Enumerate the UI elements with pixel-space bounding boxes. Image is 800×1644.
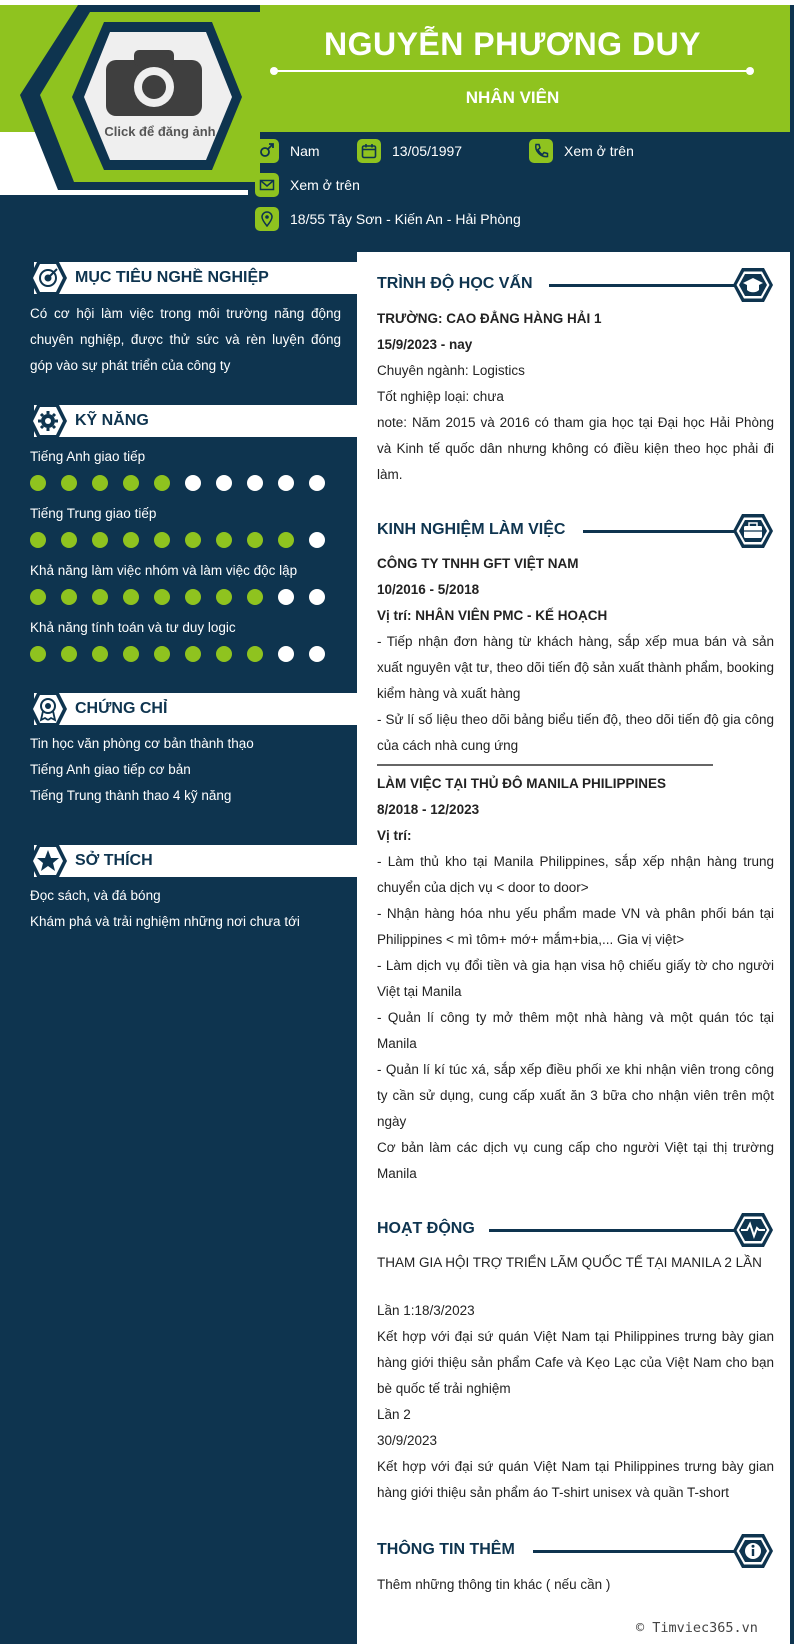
gender-icon bbox=[255, 139, 279, 163]
more-info-text: Thêm những thông tin khác ( nếu cần ) bbox=[377, 1577, 611, 1592]
objective-text: Có cơ hội làm việc trong môi trường năng động chuyên nghiệp, được thử sức và rèn luyện đóng góp vào sự phát triển của công ty bbox=[30, 306, 341, 373]
activity-line: Kết hợp với đại sứ quán Việt Nam tại Philippines trưng bày gian hàng giới thiệu sản phẩm Cafe và Kẹo Lạc của Việt Nam cho bạn bè quốc tế trải nghiệm bbox=[377, 1329, 774, 1396]
job-detail: - Quản lí kí túc xá, sắp xếp điều phối xe khi nhận viên trong công ty cần sử dụng, cung cấp xuất ăn 3 bữa cho nhận viên trên một ngày bbox=[377, 1062, 774, 1129]
phone-item bbox=[529, 139, 634, 163]
skill-dot-filled bbox=[92, 532, 108, 548]
info-icon bbox=[732, 1533, 774, 1569]
skill-dot-filled bbox=[123, 475, 139, 491]
job-detail: - Nhận hàng hóa nhu yếu phẩm made VN và phân phối bán tại Philippines < mì tôm+ mớ+ mắm+bia,... Gia vị việt> bbox=[377, 906, 774, 947]
skill-dot-empty bbox=[278, 589, 294, 605]
job-divider bbox=[377, 764, 713, 766]
skill-dot-filled bbox=[30, 475, 46, 491]
skill-dot-filled bbox=[216, 589, 232, 605]
skill-rating bbox=[30, 475, 325, 491]
education-grade: Tốt nghiệp loại: chưa bbox=[377, 389, 504, 404]
skills-title: KỸ NĂNG bbox=[75, 412, 149, 429]
skill-dot-filled bbox=[30, 646, 46, 662]
objective-title: MỤC TIÊU NGHỀ NGHIỆP bbox=[75, 269, 269, 286]
birthdate-item bbox=[357, 139, 462, 163]
skill-dot-empty bbox=[309, 646, 325, 662]
experience-title: KINH NGHIỆM LÀM VIỆC bbox=[377, 521, 566, 538]
job-role: Vị trí: bbox=[377, 828, 412, 843]
gender-item bbox=[255, 139, 320, 163]
skill-dot-filled bbox=[216, 646, 232, 662]
avatar-caption: Click để đăng ảnh bbox=[104, 124, 216, 139]
skill-label: Tiếng Trung giao tiếp bbox=[30, 506, 157, 521]
skill-rating bbox=[30, 532, 325, 548]
skill-dot-empty bbox=[309, 475, 325, 491]
award-icon bbox=[28, 689, 68, 729]
skill-dot-filled bbox=[154, 475, 170, 491]
email-item bbox=[255, 173, 360, 197]
skill-dot-filled bbox=[123, 532, 139, 548]
right-edge bbox=[790, 5, 794, 1644]
job-company: LÀM VIỆC TẠI THỦ ĐÔ MANILA PHILIPPINES bbox=[377, 776, 667, 791]
skill-dot-filled bbox=[154, 532, 170, 548]
skill-dot-filled bbox=[61, 475, 77, 491]
activity-line: THAM GIA HỘI TRỢ TRIỂN LÃM QUỐC TẾ TẠI MANILA 2 LẦN bbox=[377, 1255, 762, 1270]
gender-value: Nam bbox=[290, 143, 320, 159]
job-period: 8/2018 - 12/2023 bbox=[377, 802, 480, 817]
activities-body bbox=[377, 1250, 774, 1506]
skill-dot-empty bbox=[216, 475, 232, 491]
education-body bbox=[377, 306, 774, 488]
graduation-cap-icon bbox=[732, 267, 774, 303]
phone-icon bbox=[529, 139, 553, 163]
education-title: TRÌNH ĐỘ HỌC VẤN bbox=[377, 275, 533, 292]
job-detail: Cơ bản làm các dịch vụ cung cấp cho người Việt tại thị trường Manila bbox=[377, 1140, 774, 1181]
skill-dot-filled bbox=[247, 532, 263, 548]
skill-dot-filled bbox=[61, 589, 77, 605]
skill-rating bbox=[30, 646, 325, 662]
activity-line bbox=[377, 1276, 774, 1298]
skill-dot-filled bbox=[154, 646, 170, 662]
job-2 bbox=[377, 771, 774, 1187]
target-icon bbox=[28, 258, 68, 298]
avatar-upload-button[interactable] bbox=[86, 42, 232, 152]
skill-dot-filled bbox=[92, 646, 108, 662]
skill-dot-empty bbox=[247, 475, 263, 491]
address-item bbox=[255, 207, 521, 231]
job-1 bbox=[377, 551, 774, 759]
skill-dot-empty bbox=[309, 589, 325, 605]
skill-label: Khả năng làm việc nhóm và làm việc độc lập bbox=[30, 563, 298, 578]
skill-dot-filled bbox=[92, 589, 108, 605]
activities-title-line bbox=[489, 1229, 739, 1232]
skill-dot-filled bbox=[123, 646, 139, 662]
skill-dot-filled bbox=[216, 532, 232, 548]
job-detail: - Làm dịch vụ đổi tiền và gia hạn visa hộ chiếu giấy tờ cho người Việt tại Manila bbox=[377, 958, 774, 999]
certificate-item: Tin học văn phòng cơ bản thành thạo bbox=[30, 736, 254, 751]
candidate-position: NHÂN VIÊN bbox=[465, 88, 560, 107]
calendar-icon bbox=[357, 139, 381, 163]
skill-rating bbox=[30, 589, 325, 605]
birthdate-value: 13/05/1997 bbox=[392, 143, 463, 159]
education-period: 15/9/2023 - nay bbox=[377, 337, 473, 352]
skill-dot-filled bbox=[154, 589, 170, 605]
activity-line: Lần 1:18/3/2023 bbox=[377, 1303, 475, 1318]
more-info-title: THÔNG TIN THÊM bbox=[377, 1541, 515, 1558]
mail-icon bbox=[255, 173, 279, 197]
skill-dot-filled bbox=[247, 646, 263, 662]
certificates-title: CHỨNG CHỈ bbox=[75, 700, 168, 717]
job-company: CÔNG TY TNHH GFT VIỆT NAM bbox=[377, 556, 579, 571]
footer-credit: © Timviec365.vn bbox=[636, 1620, 758, 1636]
certificate-item: Tiếng Anh giao tiếp cơ bản bbox=[30, 762, 191, 777]
certificate-item: Tiếng Trung thành thao 4 kỹ năng bbox=[30, 788, 232, 803]
skill-dot-filled bbox=[247, 589, 263, 605]
activity-line: Lần 2 bbox=[377, 1407, 411, 1422]
skill-dot-filled bbox=[61, 646, 77, 662]
briefcase-icon bbox=[732, 513, 774, 549]
skill-dot-filled bbox=[123, 589, 139, 605]
camera-icon bbox=[104, 46, 204, 120]
job-role: Vị trí: NHÂN VIÊN PMC - KẾ HOẠCH bbox=[377, 608, 608, 623]
skill-dot-empty bbox=[278, 475, 294, 491]
skill-dot-filled bbox=[185, 532, 201, 548]
hobby-item: Đọc sách, và đá bóng bbox=[30, 888, 161, 903]
skill-label: Tiếng Anh giao tiếp bbox=[30, 449, 146, 464]
star-icon bbox=[28, 841, 68, 881]
skill-dot-filled bbox=[30, 532, 46, 548]
location-icon bbox=[255, 207, 279, 231]
address-value: 18/55 Tây Sơn - Kiến An - Hải Phòng bbox=[290, 211, 521, 227]
pulse-icon bbox=[732, 1212, 774, 1248]
skill-dot-empty bbox=[278, 646, 294, 662]
activity-line: Kết hợp với đại sứ quán Việt Nam tại Philippines trưng bày gian hàng giới thiệu sản phẩm áo T-shirt unisex và quần T-short bbox=[377, 1459, 774, 1500]
skill-dot-filled bbox=[185, 589, 201, 605]
name-underline bbox=[272, 70, 752, 72]
job-detail: - Tiếp nhận đơn hàng từ khách hàng, sắp xếp mua bán và sản xuất nguyên vật tư, theo dõi tiến độ sản xuất thành phẩm, booking kiểm hàng và xuất hàng bbox=[377, 634, 774, 701]
hobbies-title: SỞ THÍCH bbox=[75, 852, 153, 869]
skill-label: Khả năng tính toán và tư duy logic bbox=[30, 620, 236, 635]
gear-icon bbox=[28, 401, 68, 441]
phone-value: Xem ở trên bbox=[564, 143, 634, 159]
skill-dot-filled bbox=[92, 475, 108, 491]
skill-dot-empty bbox=[185, 475, 201, 491]
hobby-item: Khám phá và trải nghiệm những nơi chưa tới bbox=[30, 914, 300, 929]
job-detail: - Làm thủ kho tại Manila Philippines, sắp xếp nhận hàng trung chuyển của dịch vụ < door to door> bbox=[377, 854, 774, 895]
skill-dot-empty bbox=[309, 532, 325, 548]
experience-title-line bbox=[583, 530, 739, 533]
activity-line: 30/9/2023 bbox=[377, 1433, 438, 1448]
education-title-line bbox=[549, 284, 739, 287]
job-period: 10/2016 - 5/2018 bbox=[377, 582, 480, 597]
education-major: Chuyên ngành: Logistics bbox=[377, 363, 525, 378]
skill-dot-filled bbox=[278, 532, 294, 548]
candidate-name: NGUYỄN PHƯƠNG DUY bbox=[323, 26, 702, 62]
skill-dot-filled bbox=[185, 646, 201, 662]
skill-dot-filled bbox=[30, 589, 46, 605]
education-note: note: Năm 2015 và 2016 có tham gia học tại Đại học Hải Phòng và Kinh tế quốc dân nhưng không có điều kiện theo học phải đi làm. bbox=[377, 415, 774, 482]
job-detail: - Sử lí số liệu theo dõi bảng biểu tiến độ, theo dõi tiến độ gia công của cách nhà cung ứng bbox=[377, 712, 774, 753]
activities-title: HOẠT ĐỘNG bbox=[377, 1220, 475, 1237]
job-detail: - Quản lí công ty mở thêm một nhà hàng và một quán tóc tại Manila bbox=[377, 1010, 774, 1051]
skill-dot-filled bbox=[61, 532, 77, 548]
more-info-title-line bbox=[533, 1550, 739, 1553]
email-value: Xem ở trên bbox=[290, 177, 360, 193]
education-school: TRƯỜNG: CAO ĐẲNG HÀNG HẢI 1 bbox=[377, 311, 602, 326]
